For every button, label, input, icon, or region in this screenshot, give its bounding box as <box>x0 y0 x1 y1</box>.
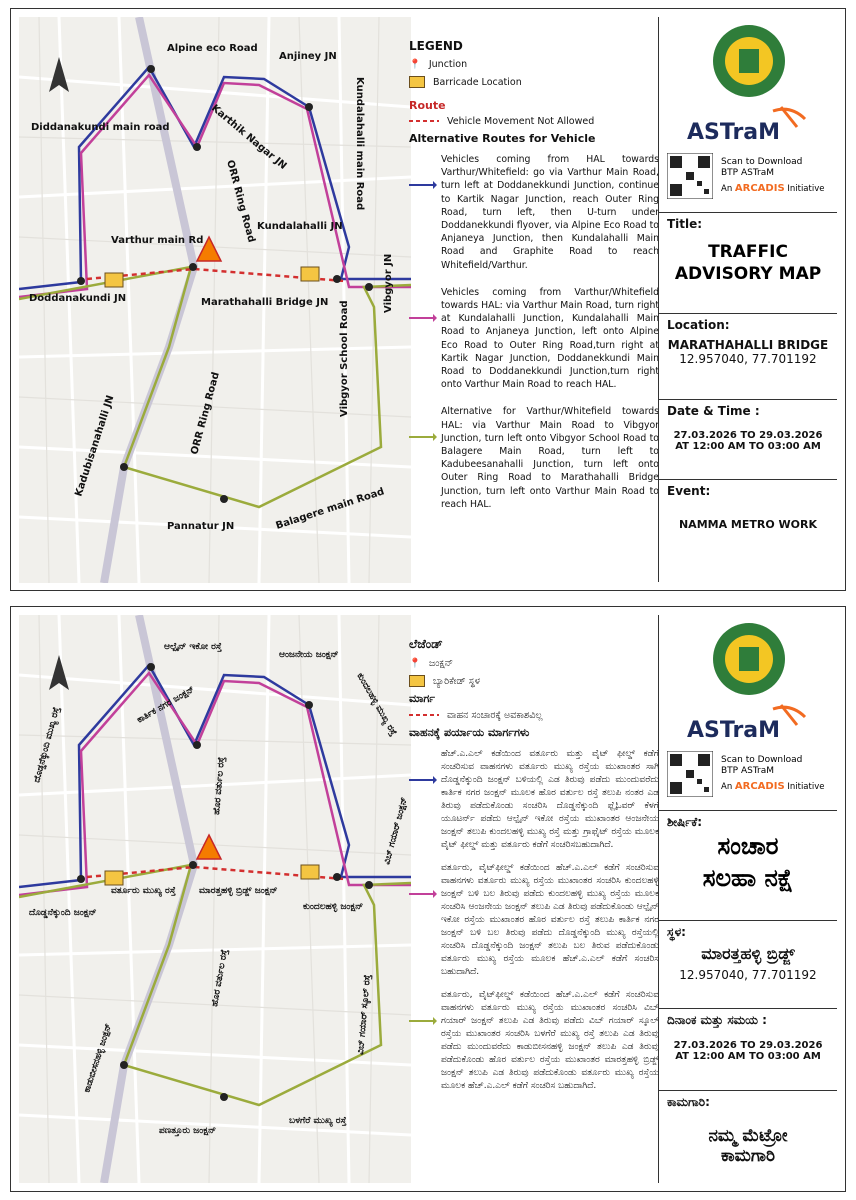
pink-arrow-icon <box>409 314 437 322</box>
map-label-alpine: ಆಲ್ಪೈನ್ ಇಕೋ ರಸ್ತೆ <box>164 642 222 652</box>
alt-routes-heading: ವಾಹನಕ್ಕೆ ಪರ್ಯಾಯ ಮಾರ್ಗಗಳು <box>409 726 530 739</box>
dashed-line-icon <box>409 118 439 124</box>
advisory-panel-english <box>10 8 846 591</box>
times-value: AT 12:00 AM TO 03:00 AM <box>675 441 821 452</box>
info-sidebar <box>658 17 837 582</box>
legend-title: ಲೆಜೆಂಡ್ <box>409 637 443 651</box>
event-label: Event: <box>667 484 711 498</box>
route-heading: Route <box>409 99 446 112</box>
datetime-label: Date & Time : <box>667 404 760 418</box>
route-1 <box>409 153 659 272</box>
location-label: ಸ್ಥಳ: <box>667 925 686 939</box>
map-label-marathahalli: ಮಾರತ್ತಹಳ್ಳಿ ಬ್ರಿಡ್ಜ್ ಜಂಕ್ಷನ್ <box>199 886 278 896</box>
legend-not-allowed <box>409 112 659 130</box>
event-section <box>659 480 837 535</box>
legend-barricade-label: ಬ್ಯಾರಿಕೇಡ್ ಸ್ಥಳ <box>433 675 480 687</box>
route-2-text: ವರ್ತೂರು, ವೈಟ್‌ಫೀಲ್ಡ್ ಕಡೆಯಿಂದ ಹೆಚ್.ಎ.ಎಲ್ ಕಡೆಗೆ ಸಂಚರಿಸುವ ವಾಹನಗಳು ವರ್ತೂರು ಮುಖ್ಯ ರಸ್ತೆಯ ಮುಖಾಂತರ ಸಂಚರಿಸಿ ಕುಂದಲಹಳ್ಳಿ ಜಂಕ್ಷನ್ ಬಳಿ ಬಲ ತಿರುವು ಪಡೆದು ಕುಂದಲಹಳ್ಳಿ ಮುಖ್ಯ ರಸ್ತೆಯ ಮೂಲಕ ಸಂಚರಿಸಿ ಆಂಜನೇಯ ಜಂಕ್ಷನ್ ತಲುಪಿ ಎಡ ತಿರುವು ಪಡೆದುಕೊಂಡು ಆಲ್ಪೈನ್ ಇಕೋ ರಸ್ತೆಯ ಮುಖಾಂತರ ಹೊರ ವರ್ತುಲ ರಸ್ತೆ ತಲುಪಿ ಕಾರ್ತಿಕ ನಗರ ಜಂಕ್ಷನ್ ಬಳಿ ಬಲ ತಿರುವು ಪಡೆದು ದೊಡ್ಡನೆಕ್ಕುಂದಿ ಮುಖ್ಯ ರಸ್ತೆಯಲ್ಲಿ ಸಂಚರಿಸಿ ದೊಡ್ಡನೆಕ್ಕುಂದಿ ಜಂಕ್ಷನ್ ತಲುಪಿ ಬಲ ತಿರುವ ಪಡೆದುಕೊಂಡು ವರ್ತೂರು ಮುಖ್ಯ ರಸ್ತೆಯ ಮೂಲಕ ಹೆಚ್.ಎ.ಎಲ್ ಕಡೆಗೆ ಸಂಚರಿಸ ಬಹುದಾಗಿದೆ. <box>441 863 659 977</box>
location-section <box>659 314 837 400</box>
route-2 <box>409 862 659 979</box>
coords-value: 12.957040, 77.701192 <box>679 968 817 982</box>
location-value: MARATHAHALLI BRIDGE <box>667 338 829 352</box>
event-label: ಕಾಮಗಾರಿ: <box>667 1095 710 1109</box>
traffic-police-seal-icon <box>711 621 787 697</box>
map-label-alpine: Alpine eco Road <box>167 43 258 54</box>
alt-routes-heading: Alternative Routes for Vehicle <box>409 132 596 145</box>
map-svg-kn <box>19 615 411 1183</box>
map-label-anjiney: ಆಂಜನೇಯ ಜಂಕ್ಷನ್ <box>279 650 339 660</box>
barricade-icon <box>409 675 425 687</box>
title-section <box>659 213 837 314</box>
route-1-text: ಹೆಚ್.ಎ.ಎಲ್ ಕಡೆಯಿಂದ ವರ್ತೂರು ಮತ್ತು ವೈಟ್ ಫೀಲ್ಡ್ ಕಡೆಗೆ ಸಂಚರಿಸುವ ವಾಹನಗಳು ವರ್ತೂರು ಮುಖ್ಯ ರಸ್ತೆಯ ಮುಖಾಂತರ ಸಾಗಿ ದೊಡ್ಡನೆಕ್ಕುಂದಿ ಜಂಕ್ಷನ್ ಬಳಿಯಲ್ಲಿ ಎಡ ತಿರುವು ಪಡೆದು ಮುಂದುವರೆದು ಕಾರ್ತಿಕ ನಗರ ಜಂಕ್ಷನ್ ಮೂಲಕ ಹೊರ ವರ್ತುಲ ರಸ್ತೆ ತಲುಪಿ ನಂತರ ಎಡ ತಿರುವು ಪಡೆದುಕೊಂಡು ಸಂಚರಿಸಿ ದೊಡ್ಡನೆಕ್ಕುಂದಿ ಫ್ಲೈಓವರ್ ಕೆಳಗೆ ಯೂಟರ್ನ್ ಪಡೆದು ಆಲ್ಪೈನ್ ಇಕೋ ರಸ್ತೆಯ ಮುಖಾಂತರ ಆಂಜನೇಯ ಜಂಕ್ಷನ್ ತಲುಪಿ ಕುಂದಲಹಳ್ಳಿ ಮುಖ್ಯ ರಸ್ತೆ ಮತ್ತು ಗ್ರಾಫೈಟ್ ರಸ್ತೆಯ ಮೂಲಕ ವೈಟ್ ಫೀಲ್ಡ್ ಮತ್ತು ವರ್ತೂರು ಕಡೆಗೆ ಸಂಚರಿಸಬಹುದಾಗಿದೆ. <box>441 749 659 850</box>
map-label-kundalahalli-road: ಕುಂದಲಹಳ್ಳಿ ಮುಖ್ಯ ರಸ್ತೆ <box>354 671 399 738</box>
event-value-line1: ನಮ್ಮ ಮೆಟ್ರೋ <box>708 1126 788 1146</box>
btp-label: BTP ASTraM <box>721 168 774 178</box>
route-3 <box>409 405 659 511</box>
olive-arrow-icon <box>409 1017 437 1025</box>
legend-barricade <box>409 672 659 690</box>
dates-value: 27.03.2026 TO 29.03.2026 <box>673 1040 823 1051</box>
arcadis-logo: ARCADIS <box>734 781 785 792</box>
datetime-label: ದಿನಾಂಕ ಮತ್ತು ಸಮಯ : <box>667 1013 767 1027</box>
map-label-kundalahalli-jn: Kundalahalli JN <box>257 221 343 232</box>
datetime-section <box>659 400 837 480</box>
legend-junction <box>409 55 659 73</box>
map-label-pannatur: ಪಣತ್ತೂರು ಜಂಕ್ಷನ್ <box>159 1126 217 1136</box>
qr-code-icon[interactable] <box>667 153 713 199</box>
times-value: AT 12:00 AM TO 03:00 AM <box>675 1051 821 1062</box>
blue-arrow-icon <box>409 776 437 784</box>
svg-text:ASTraM: ASTraM <box>687 120 781 145</box>
map-svg <box>19 17 411 583</box>
legend-section-kn <box>409 637 659 1093</box>
route-1 <box>409 748 659 852</box>
location-section <box>659 921 837 1009</box>
legend-title: LEGEND <box>409 39 463 53</box>
coords-value: 12.957040, 77.701192 <box>679 352 817 366</box>
map-label-doddanakundi-jn: Doddanakundi JN <box>29 293 127 304</box>
info-sidebar-kn <box>658 615 837 1183</box>
dates-value: 27.03.2026 TO 29.03.2026 <box>673 430 823 441</box>
route-1-text: Vehicles coming from HAL towards Varthur/Whitefield: go via Varthur Main Road, turn left at Doddanekkundi Junction, continue to Kartik Nagar Junction, reach Outer Ring Road, turn left, then U-turn under Doddanekkundi flyover, via Alpine Eco Road to Anjaneya Junction, then Kundalahalli Main Road and Graphite Road to reach Whitefield/Varthur. <box>441 154 659 271</box>
datetime-section <box>659 1009 837 1091</box>
map-label-pannatur: Pannatur JN <box>167 521 235 532</box>
svg-text:ASTraM: ASTraM <box>687 718 781 743</box>
map-label-doddanakundi-road: ದೊಡ್ಡನೆಕ್ಕುಂದಿ ಮುಖ್ಯ ರಸ್ತೆ <box>32 706 63 784</box>
event-section <box>659 1091 837 1170</box>
map-label-kadubisanahalli: ಕಾಡುಬೀಸನಹಳ್ಳಿ ಜಂಕ್ಷನ್ <box>82 1022 115 1094</box>
download-text <box>721 157 802 179</box>
route-3 <box>409 989 659 1093</box>
legend-not-allowed <box>409 706 659 724</box>
astram-logo-icon <box>673 703 823 743</box>
title-label: ಶೀರ್ಷಿಕೆ: <box>667 815 703 829</box>
junction-pin-icon: 📍 <box>409 58 421 70</box>
junction-pin-icon: 📍 <box>409 657 421 669</box>
legend-section <box>409 39 659 511</box>
arcadis-logo: ARCADIS <box>734 183 785 194</box>
map-label-vibgyor: ವಿಬ್ ಗಯಾರ್ ಜಂಕ್ಷನ್ <box>382 796 410 866</box>
location-value: ಮಾರತ್ತಹಳ್ಳಿ ಬ್ರಿಡ್ಜ್ <box>701 944 795 963</box>
olive-arrow-icon <box>409 433 437 441</box>
map-label-orr2: ORR Ring Road <box>189 371 222 456</box>
north-arrow-icon <box>49 57 69 92</box>
map-label-karthik: ಕಾರ್ತಿಕ ನಗರ ಜಂಕ್ಷನ್ <box>135 684 197 726</box>
map-area <box>19 17 411 583</box>
map-label-varthur: ವರ್ತೂರು ಮುಖ್ಯ ರಸ್ತೆ <box>111 886 176 896</box>
scan-label: Scan to Download <box>721 755 803 765</box>
legend-junction <box>409 654 659 672</box>
construction-sign-icon <box>197 835 221 859</box>
map-label-varthur: Varthur main Rd <box>111 235 204 246</box>
advisory-panel-kannada <box>10 606 846 1192</box>
scan-label: Scan to Download <box>721 157 803 167</box>
map-label-orr2: ಹೊರ ವರ್ತುಲ ರಸ್ತೆ <box>210 948 231 1008</box>
route-3-text: ವರ್ತೂರು, ವೈಟ್‌ಫೀಲ್ಡ್ ಕಡೆಯಿಂದ ಹೆಚ್.ಎ.ಎಲ್ ಕಡೆಗೆ ಸಂಚರಿಸುವ ವಾಹನಗಳು ವರ್ತೂರು ಮುಖ್ಯ ರಸ್ತೆಯ ಮುಖಾಂತರ ಸಂಚರಿಸಿ ವಿಬ್ ಗಯಾರ್ ಜಂಕ್ಷನ್ ತಲುಪಿ ಎಡ ತಿರುವು ಪಡೆದು ವಿಬ್ ಗಯಾರ್ ಸ್ಕೂಲ್ ರಸ್ತೆಯ ಮುಖಾಂತರ ಸಂಚರಿಸಿ ಬಳಗೆರೆ ಮುಖ್ಯ ರಸ್ತೆ ತಲುಪಿ ಎಡ ತಿರುವು ಪಡೆದು ಮುಂದುವರೆದು ಕಾಡುಬೀಸನಹಳ್ಳಿ ಜಂಕ್ಷನ್ ತಲುಪಿ ಎಡ ತಿರುವು ಪಡೆದುಕೊಂಡು ಹೊರ ವರ್ತುಲ ರಸ್ತೆಯ ಮುಖಾಂತರ ಮಾರತ್ತಹಳ್ಳಿ ಬ್ರಿಡ್ಜ್ ಜಂಕ್ಷನ್ ತಲುಪಿ ಎಡ ತಿರುವು ಪಡೆದುಕೊಂಡು ವರ್ತೂರು ಮುಖ್ಯ ರಸ್ತೆಯ ಮೂಲಕ ಹೆಚ್.ಎ.ಎಲ್ ಕಡೆಗೆ ಸಂಚರಿಸ ಬಹುದಾಗಿದೆ. <box>441 990 659 1091</box>
route-3-text: Alternative for Varthur/Whitefield towards HAL: via Varthur Main Road to Vibgyor Junction, turn left onto Vibgyor School Road to Balagere Main Road, turn left to Kadubeesanahalli Junction, turn left onto Outer Ring Road to Marathahalli Bridge Junction, turn left onto Varthur Main Road to reach HAL. <box>441 406 659 510</box>
qr-code-icon[interactable] <box>667 751 713 797</box>
title-value: ಸಂಚಾರ ಸಲಹಾ ನಕ್ಷೆ <box>702 832 794 892</box>
astram-logo-icon <box>673 105 823 145</box>
map-label-orr1: ORR Ring Road <box>224 158 257 244</box>
dashed-line-icon <box>409 712 439 718</box>
download-text <box>721 755 802 777</box>
map-area-kn <box>19 615 411 1183</box>
map-label-balagere: ಬಳಗೆರೆ ಮುಖ್ಯ ರಸ್ತೆ <box>289 1116 347 1126</box>
map-label-marathahalli: Marathahalli Bridge JN <box>201 297 329 308</box>
event-value-line2: ಕಾಮಗಾರಿ <box>721 1146 775 1166</box>
location-label: Location: <box>667 318 730 332</box>
title-section <box>659 811 837 921</box>
traffic-police-seal-icon <box>711 23 787 99</box>
map-label-vibgyor-school: ವಿಬ್ ಗಯಾರ್ ಸ್ಕೂಲ್ ರಸ್ತೆ <box>356 974 373 1056</box>
event-value: NAMMA METRO WORK <box>678 518 818 531</box>
map-label-doddanakundi-jn: ದೊಡ್ಡನೆಕ್ಕುಂದಿ ಜಂಕ್ಷನ್ <box>29 908 97 918</box>
arcadis-line: An ARCADIS Initiative <box>721 781 825 792</box>
legend-junction-label: Junction <box>428 58 468 70</box>
barricade-icon <box>409 76 425 88</box>
legend-barricade <box>409 73 659 91</box>
map-label-orr1: ಹೊರ ವರ್ತುಲ ರಸ್ತೆ <box>212 756 228 816</box>
logo-box <box>659 615 837 811</box>
title-label: Title: <box>667 217 703 231</box>
north-arrow-icon <box>49 655 69 690</box>
btp-label: BTP ASTraM <box>721 766 774 776</box>
map-label-kundalahalli-road: Kundalahalli main Road <box>354 77 365 211</box>
logo-box <box>659 17 837 213</box>
map-label-anjiney: Anjiney JN <box>279 51 337 62</box>
legend-junction-label: ಜಂಕ್ಷನ್ <box>428 657 453 669</box>
map-label-kadubisanahalli: Kadubisanahalli JN <box>73 394 117 498</box>
map-label-vibgyor-school: Vibgyor School Road <box>339 300 350 417</box>
map-label-balagere: Balagere main Road <box>274 486 386 532</box>
legend-not-allowed-label: ವಾಹನ ಸಂಚಾರಕ್ಕೆ ಅವಕಾಶವಿಲ್ಲ <box>447 709 543 721</box>
arcadis-line: An ARCADIS Initiative <box>721 183 825 194</box>
legend-barricade-label: Barricade Location <box>433 76 522 88</box>
route-2-text: Vehicles coming from Varthur/Whitefield towards HAL: via Varthur Main Road, turn right at Kundalahalli Junction, Kundalahalli Main Road to Anjaneya Junction, left onto Alpine Eco Road to Outer Ring Road,turn right at Kartik Nagar Junction, Doddanekkundi Main Road to Doddanekkundi Junction,turn right onto Varthur Main Road to reach HAL. <box>441 286 659 391</box>
title-value: TRAFFIC ADVISORY MAP <box>674 242 822 284</box>
pink-arrow-icon <box>409 890 437 898</box>
map-label-vibgyor: Vibgyor JN <box>383 253 394 313</box>
route-heading: ಮಾರ್ಗ <box>409 692 435 705</box>
map-label-doddanakundi-road: Diddanakundi main road <box>31 122 170 133</box>
legend-not-allowed-label: Vehicle Movement Not Allowed <box>447 115 595 127</box>
map-label-kundalahalli-jn: ಕುಂದಲಹಳ್ಳಿ ಜಂಕ್ಷನ್ <box>303 902 364 912</box>
map-label-karthik: Karthik Nagar JN <box>209 102 289 172</box>
blue-arrow-icon <box>409 181 437 189</box>
route-2 <box>409 286 659 392</box>
